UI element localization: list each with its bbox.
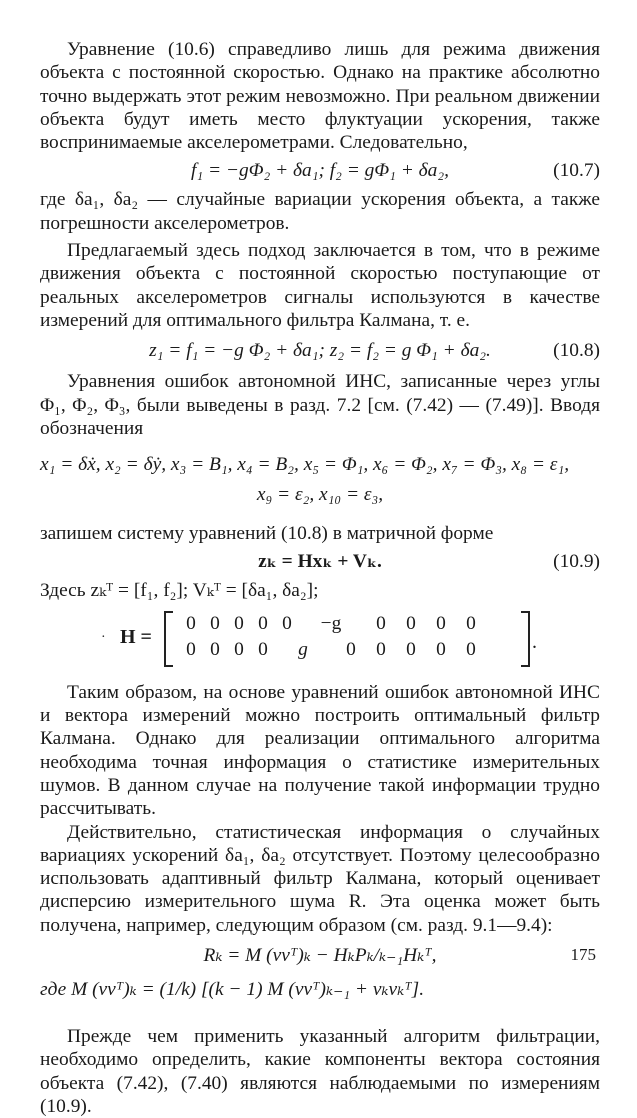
paragraph-9: Прежде чем применить указанный алгоритм фильтрации, необходимо определить, какие компоненты вектора состояния объекта (7.42), (7.40) являются наблюдаемыми по измерениям (10.9). [40,1026,600,1117]
equation-r-body: Rₖ = M (vvᵀ)ₖ − HₖPₖ/ₖ₋₁Hₖᵀ, [203,945,437,967]
matrix-cell: 0 [436,612,446,634]
matrix-cell: 0 [186,612,196,634]
matrix-row-1 [176,613,518,639]
matrix-cell: 0 [234,612,244,634]
equation-10-8-body: z₁ = f₁ = −g Φ₂ + δa₁; z₂ = f₂ = g Φ₁ + δa₂. [149,340,491,362]
matrix-cell: 0 [406,638,416,660]
equation-r [40,943,600,969]
equation-m-body: где M (vvᵀ)ₖ = (1/k) [(k − 1) M (vvᵀ)ₖ₋₁ + vₖvₖᵀ]. [40,979,425,1001]
stray-mark: · [101,629,106,645]
matrix-cell: 0 [186,638,196,660]
equation-10-7-number: (10.7) [553,160,600,182]
matrix-cell: 0 [376,612,386,634]
equation-10-8 [40,338,600,364]
page-number: 175 [570,945,596,964]
matrix-h [40,609,600,671]
paragraph-7: Таким образом, на основе уравнений ошибок автономной ИНС и вектора измерений можно построить оптимальный фильтр Калмана. Однако для реализации оптимального алгоритма необходима точная информация о статистике измерительных шумов. В данном случае на получение такой информации трудно рассчитывать. [40,681,600,820]
paragraph-5: запишем систему уравнений (10.8) в матричной форме [40,523,494,545]
matrix-cell: 0 [258,638,268,660]
equation-10-7 [40,158,600,184]
matrix-cell: 0 [210,638,220,660]
matrix-cell: 0 [406,612,416,634]
paragraph-8: Действительно, статистическая информация о случайных вариациях ускорений δa₁, δa₂ отсутствует. Поэтому целесообразно использовать адаптивный фильтр Калмана, который оценивает дисперсию измерительного шума R. Эта оценка может быть получена, например, следующим образом (см. разд. 9.1—9.4): [40,821,600,936]
matrix-cell: 0 [346,638,356,660]
equation-10-9-body: zₖ = Hxₖ + Vₖ. [258,551,382,573]
matrix-row-2 [176,639,518,665]
paragraph-1: Уравнение (10.6) справедливо лишь для режима движения объекта с постоянной скоростью. Однако на практике абсолютно точно выдержать этот режим невозможно. При реальном движении объекта будут иметь место флуктуации ускорения, также воспринимаемые акселерометрами. Следовательно, [40,39,600,154]
matrix-cell: 0 [234,638,244,660]
matrix-cell: 0 [436,638,446,660]
equation-m [40,977,600,1003]
definitions-line-2-body: x₉ = ε₂, x₁₀ = ε₃, [256,484,384,506]
matrix-cell: 0 [282,612,292,634]
definitions-line-1-body: x₁ = δẋ, x₂ = δẏ, x₃ = B₁, x₄ = B₂, x₅ = Φ₁, x₆ = Φ₂, x₇ = Φ₃, x₈ = ε₁, [40,454,570,476]
definitions-line-2 [40,482,600,508]
equation-10-9-number: (10.9) [553,551,600,573]
equation-10-9 [40,549,600,575]
page-body [40,38,600,1118]
equation-10-7-body: f₁ = −gΦ₂ + δa₁; f₂ = gΦ₁ + δa₂, [191,160,449,182]
here-line: Здесь zₖᵀ = [f₁, f₂]; Vₖᵀ = [δa₁, δa₂]; [40,580,319,602]
matrix-cell: 0 [466,612,476,634]
paragraph-2: где δa₁, δa₂ — случайные вариации ускорения объекта, а также погрешности акселерометров. [40,189,600,234]
matrix-period: . [532,630,537,653]
equation-10-8-number: (10.8) [553,340,600,362]
matrix-cell: g [298,638,308,660]
matrix-cell: 0 [376,638,386,660]
matrix-cell: 0 [210,612,220,634]
paragraph-3: Предлагаемый здесь подход заключается в том, что в режиме движения объекта с постоянной скоростью поступающие от реальных акселерометров сигналы используются в качестве измерений для оптимального фильтра Калмана, т. е. [40,240,600,331]
matrix-cell: 0 [258,612,268,634]
matrix-brackets [164,611,530,667]
matrix-h-label: H = [120,625,152,648]
definitions-line-1 [40,452,600,478]
matrix-cell: 0 [466,638,476,660]
paragraph-4: Уравнения ошибок автономной ИНС, записанные через углы Φ₁, Φ₂, Φ₃, были выведены в разд. 7.2 [см. (7.42) — (7.49)]. Вводя обозначения [40,371,600,439]
matrix-cell: −g [320,612,342,634]
